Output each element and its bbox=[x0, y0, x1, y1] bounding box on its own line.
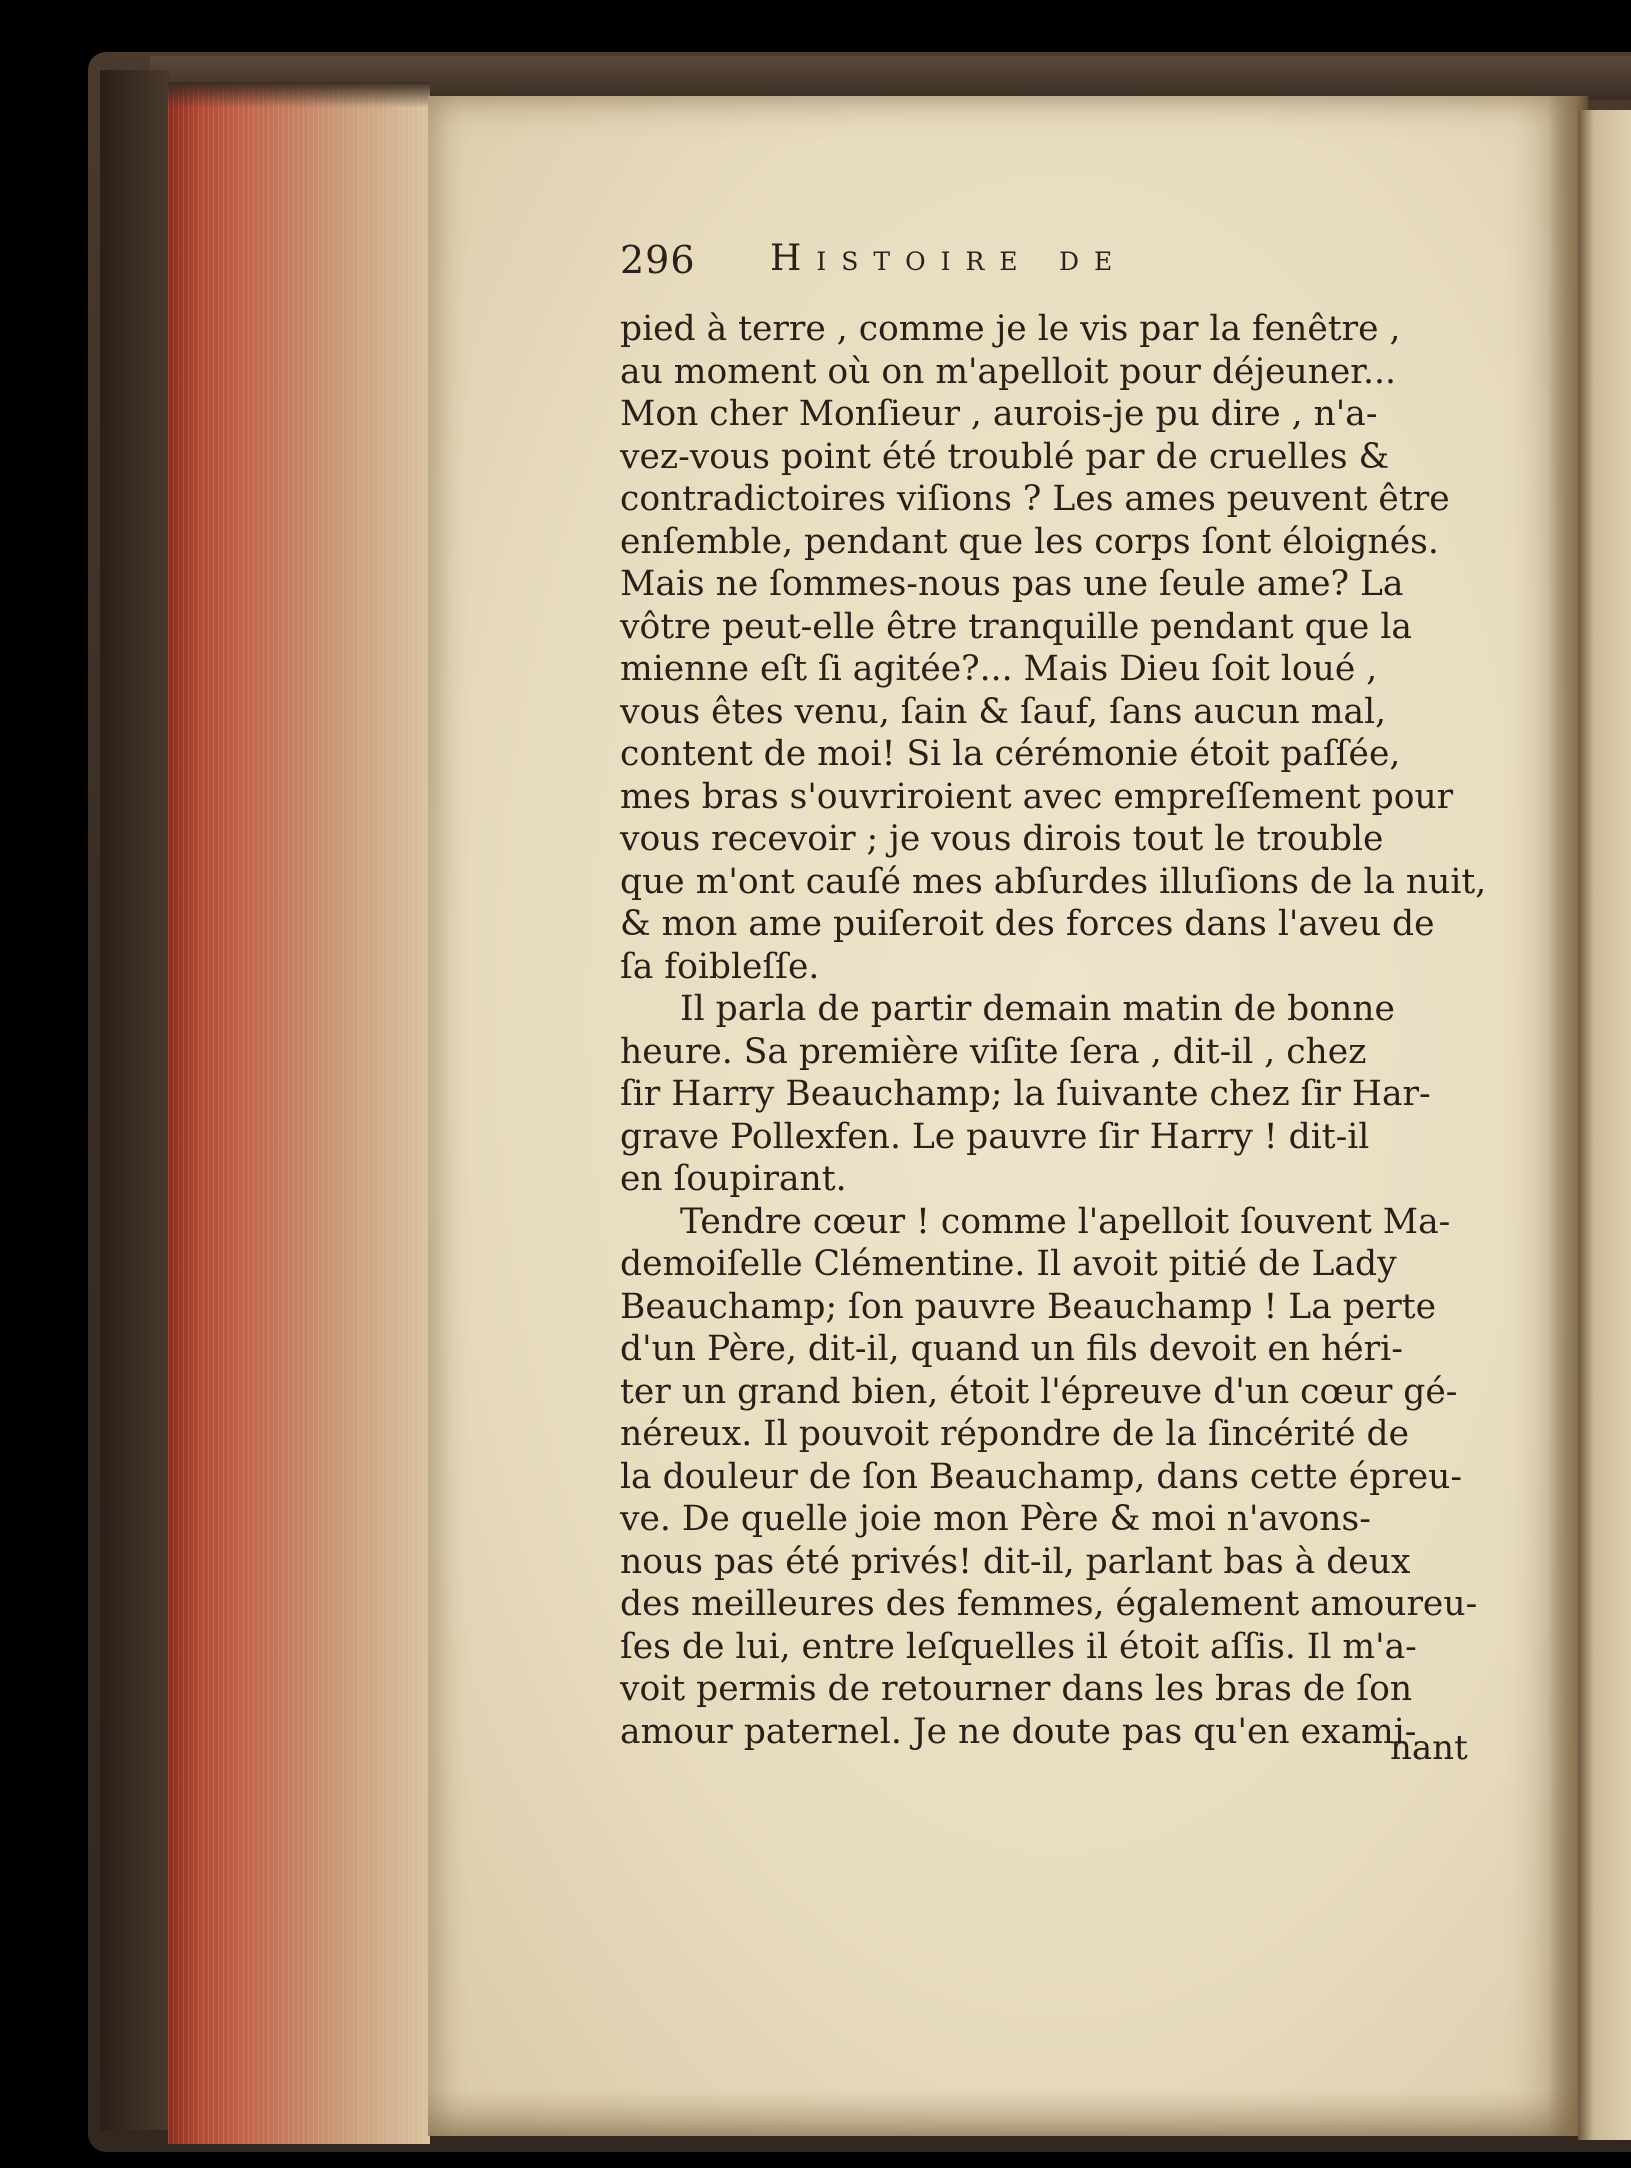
text-line: nous pas été privés! dit-il, parlant bas à deux bbox=[620, 1541, 1411, 1582]
text-line: des meilleures des femmes, également amoureu- bbox=[620, 1584, 1478, 1624]
text-line: ve. De quelle joie mon Père & moi n'avons- bbox=[620, 1499, 1371, 1539]
text-line: pied à terre , comme je le vis par la fenêtre , bbox=[620, 309, 1401, 349]
text-line: vôtre peut-elle être tranquille pendant que la bbox=[620, 606, 1412, 647]
text-line: Beauchamp; ſon pauvre Beauchamp ! La perte bbox=[620, 1286, 1437, 1327]
text-line: demoiſelle Clémentine. Il avoit pitié de Lady bbox=[620, 1244, 1397, 1284]
text-line: contradictoires viſions ? Les ames peuvent être bbox=[620, 479, 1450, 519]
text-line: vous êtes venu, ſain & ſauf, ſans aucun mal, bbox=[620, 691, 1387, 732]
text-line: vez-vous point été troublé par de cruelles & bbox=[620, 436, 1390, 477]
running-head bbox=[620, 238, 1320, 298]
text-line: content de moi! Si la cérémonie étoit paſſée, bbox=[620, 734, 1401, 774]
text-line: grave Pollexfen. Le pauvre ſir Harry ! dit-il bbox=[620, 1116, 1370, 1157]
paragraph-start-line: Il parla de partir demain matin de bonne bbox=[680, 989, 1395, 1029]
running-title: Histoire de bbox=[770, 238, 1128, 279]
page-number: 296 bbox=[620, 238, 696, 282]
paragraph-start-line: Tendre cœur ! comme l'apelloit ſouvent Ma- bbox=[680, 1201, 1451, 1242]
spine-shadow bbox=[100, 70, 170, 2130]
text-line: ſes de lui, entre leſquelles il étoit aſſis. Il m'a- bbox=[620, 1626, 1417, 1667]
text-line: vous recevoir ; je vous dirois tout le trouble bbox=[620, 819, 1384, 859]
text-line: ſir Harry Beauchamp; la ſuivante chez ſir Har- bbox=[620, 1074, 1431, 1114]
text-line: au moment où on m'apelloit pour déjeuner... bbox=[620, 351, 1396, 392]
text-line: enſemble, pendant que les corps ſont éloignés. bbox=[620, 521, 1439, 562]
red-page-edges bbox=[168, 82, 430, 2144]
text-line: néreux. Il pouvoit répondre de la ſincérité de bbox=[620, 1414, 1410, 1454]
text-line: ſa foibleſſe. bbox=[620, 946, 820, 987]
text-line: amour paternel. Je ne doute pas qu'en exami- bbox=[620, 1711, 1417, 1752]
text-line: voit permis de retourner dans les bras de ſon bbox=[620, 1669, 1413, 1709]
text-line: heure. Sa première viſite ſera , dit-il , chez bbox=[620, 1031, 1367, 1072]
text-line: la douleur de ſon Beauchamp, dans cette épreu- bbox=[620, 1456, 1463, 1497]
text-line: mienne eſt ſi agitée?... Mais Dieu ſoit loué , bbox=[620, 649, 1378, 689]
text-line: Mais ne ſommes-nous pas une ſeule ame? La bbox=[620, 564, 1404, 604]
text-line: en ſoupirant. bbox=[620, 1159, 847, 1199]
catchword: nant bbox=[1390, 1728, 1468, 1768]
text-line: Mon cher Monſieur , aurois-je pu dire , n'a- bbox=[620, 394, 1378, 434]
body-text bbox=[620, 308, 1487, 1753]
text-line: que m'ont cauſé mes abſurdes illuſions de la nuit, bbox=[620, 861, 1487, 902]
text-line: d'un Père, dit-il, quand un fils devoit en héri- bbox=[620, 1329, 1403, 1369]
page-edges-shadow bbox=[168, 82, 430, 108]
right-page-edge bbox=[1578, 110, 1631, 2140]
page-bottom-shadow bbox=[428, 2090, 1578, 2136]
text-line: mes bras s'ouvriroient avec empreſſement pour bbox=[620, 776, 1454, 817]
text-line: ter un grand bien, étoit l'épreuve d'un cœur gé- bbox=[620, 1371, 1458, 1412]
text-line: & mon ame puiſeroit des forces dans l'aveu de bbox=[620, 904, 1435, 944]
